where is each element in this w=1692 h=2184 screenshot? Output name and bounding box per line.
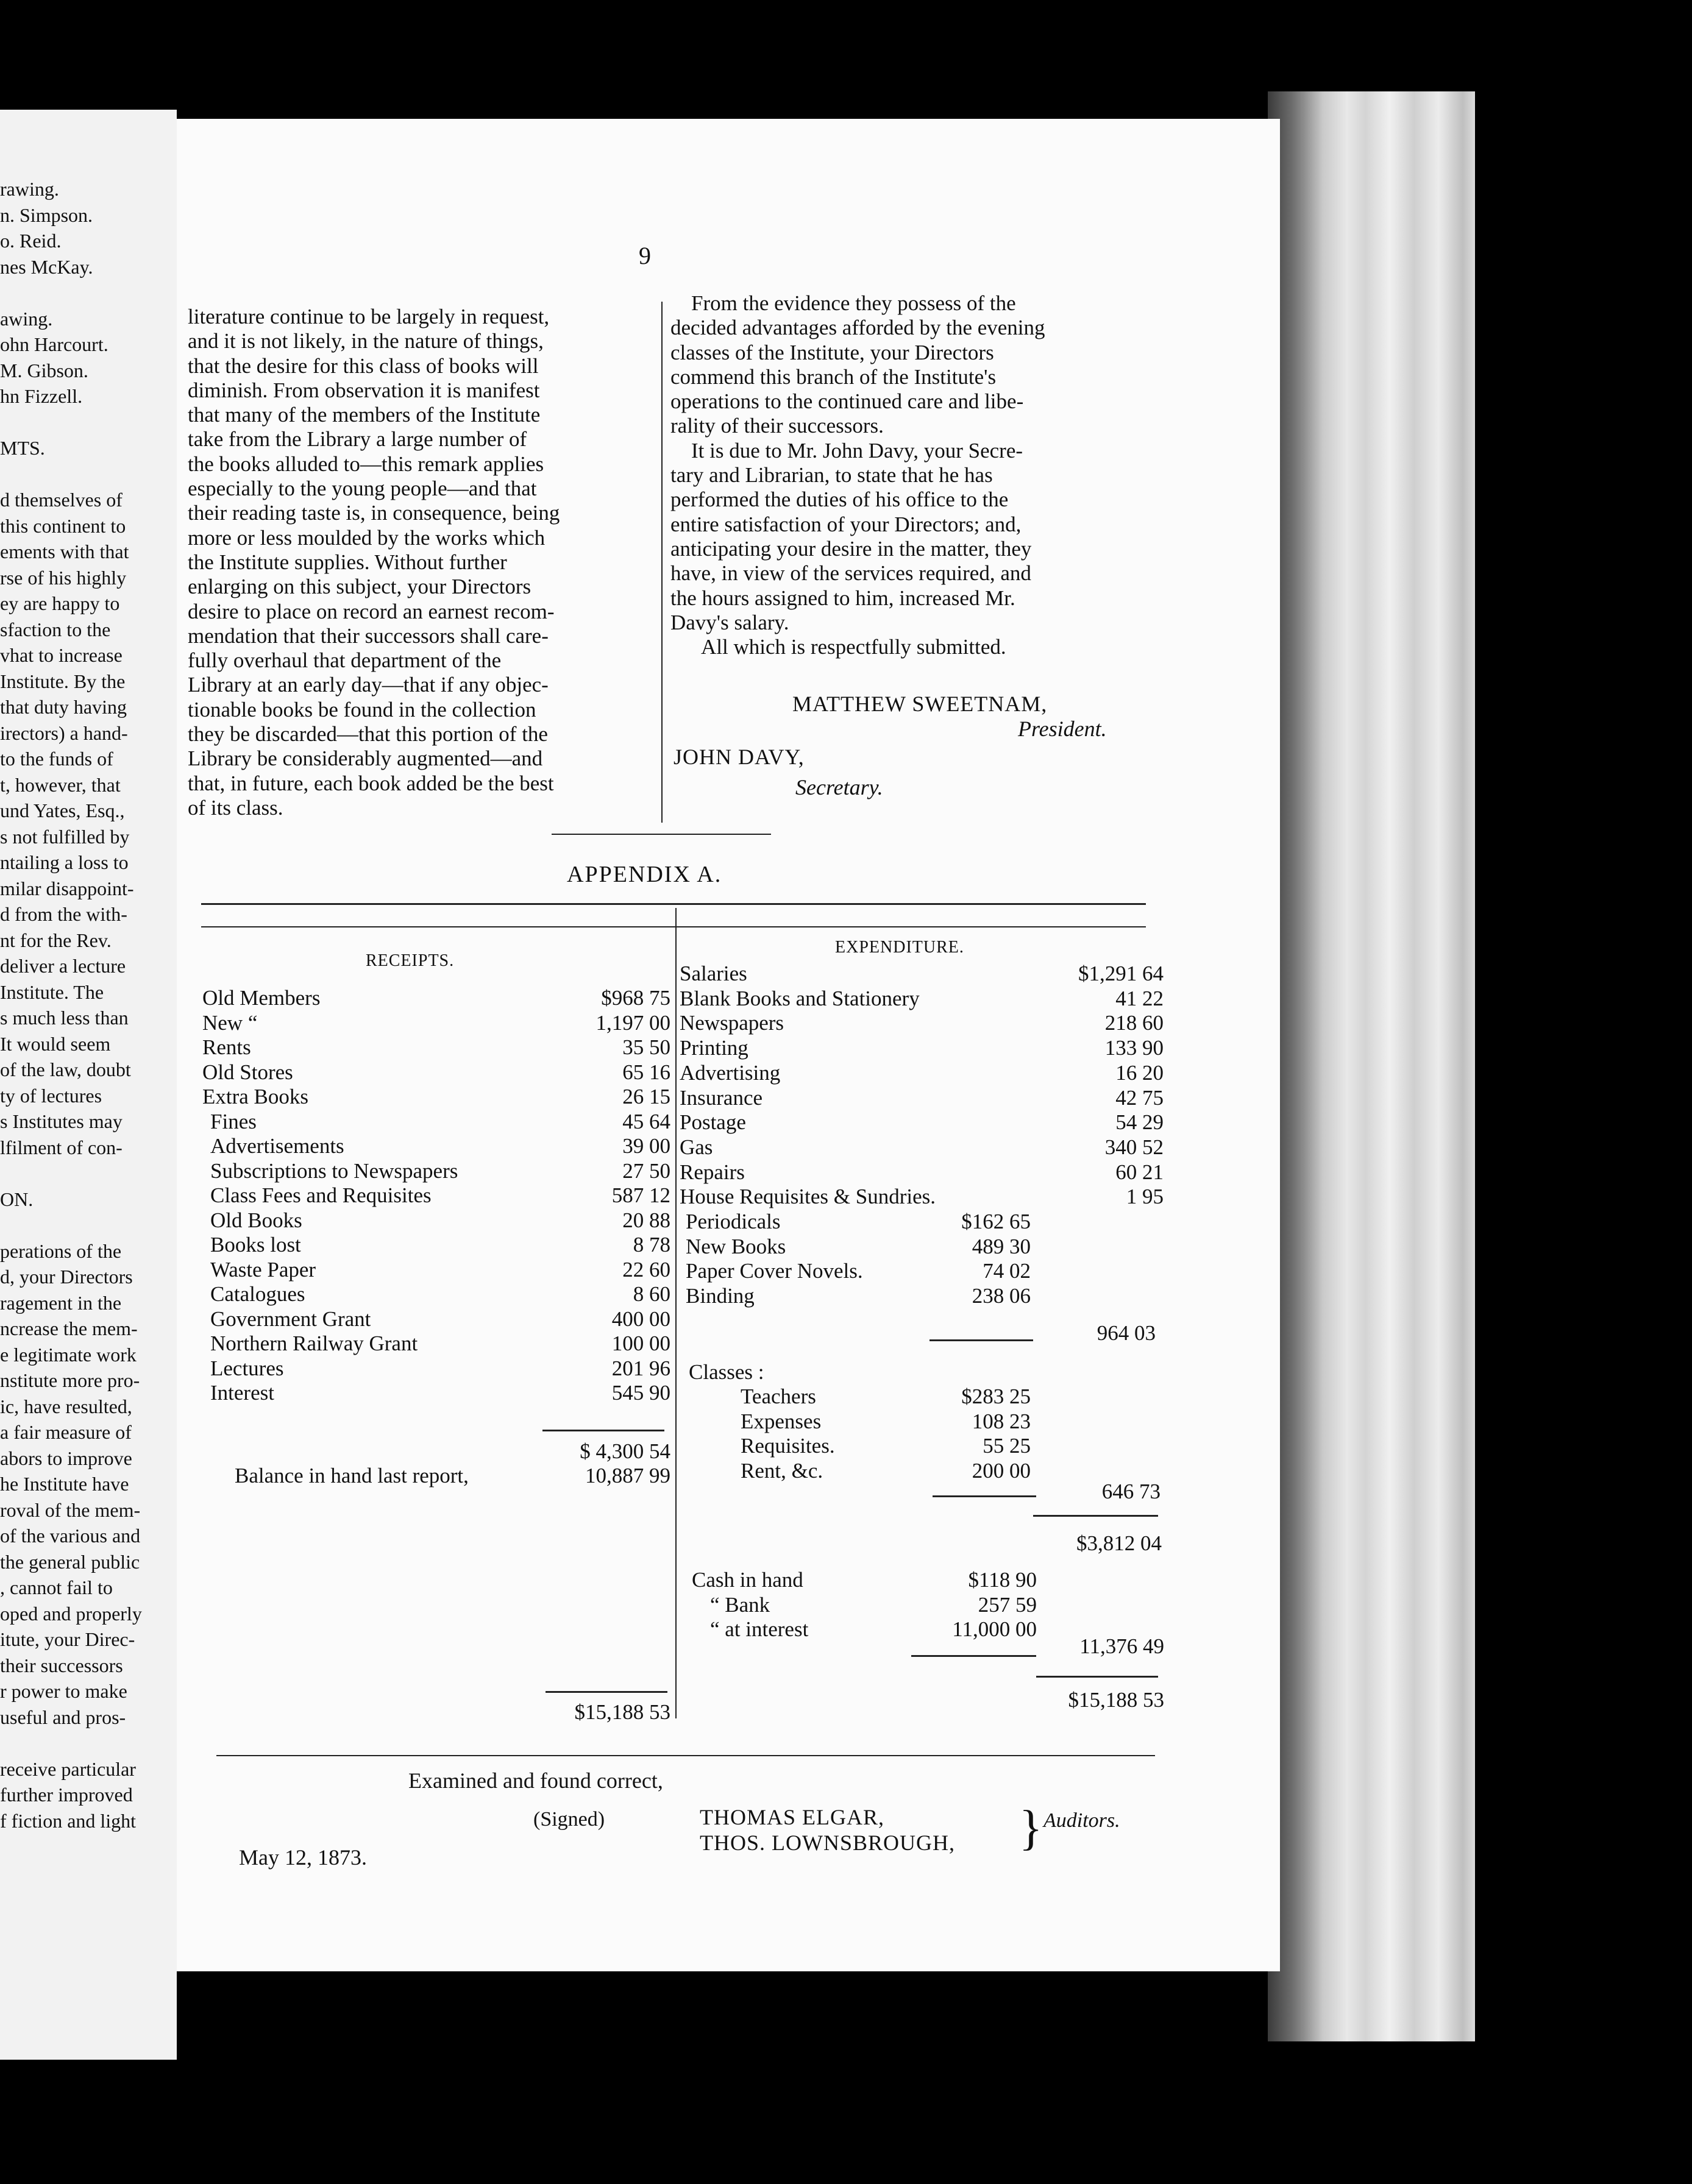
section-rule [552, 834, 771, 835]
auditors-label: Auditors. [1043, 1809, 1120, 1832]
receipt-label: New “ [202, 1010, 258, 1035]
right-column-line: Davy's salary. [670, 610, 789, 634]
left-page-line: he Institute have [0, 1473, 129, 1495]
balance-label: Balance in hand last report, [235, 1464, 469, 1487]
receipt-label: Catalogues [210, 1282, 305, 1306]
right-column-line: operations to the continued care and libe- [670, 389, 1024, 414]
library-item-amount: 489 30 [972, 1234, 1031, 1258]
left-page-line: irectors) a hand- [0, 722, 128, 744]
receipts-heading: RECEIPTS. [366, 951, 455, 970]
left-text-column [188, 305, 560, 820]
receipt-label: Rents [202, 1035, 251, 1059]
left-column-line: especially to the young people—and that [188, 477, 537, 501]
left-page-line: roval of the mem- [0, 1498, 141, 1521]
right-column-line: have, in view of the services required, and [670, 561, 1031, 586]
expenditure-label: Newspapers [680, 1011, 784, 1035]
receipt-label: Books lost [210, 1233, 301, 1257]
left-column-line: Library at an early day—that if any objec- [188, 673, 549, 697]
left-column-line: that many of the members of the Institute [188, 403, 541, 427]
left-page-line: M. Gibson. [0, 359, 88, 381]
library-total: 964 03 [1097, 1321, 1156, 1345]
left-column-line: their reading taste is, in consequence, being [188, 501, 560, 525]
right-column-line: From the evidence they possess of the [691, 291, 1016, 315]
left-page-line: a fair measure of [0, 1421, 132, 1443]
left-page-line: itute, your Direc- [0, 1628, 135, 1650]
right-column-line: entire satisfaction of your Directors; and, [670, 512, 1022, 536]
left-page-line: useful and pros- [0, 1706, 126, 1728]
left-page-line: s Institutes may [0, 1110, 123, 1132]
receipt-label: Old Members [202, 986, 321, 1010]
left-column-line: they be discarded—that this portion of the [188, 722, 548, 746]
left-page-line: lfilment of con- [0, 1136, 123, 1158]
class-item-label: Expenses [741, 1409, 822, 1433]
left-page-line: ty of lectures [0, 1084, 102, 1107]
library-item-amount: 74 02 [983, 1259, 1031, 1283]
library-item-label: Binding [686, 1283, 755, 1308]
date-text: May 12, 1873. [239, 1845, 367, 1870]
table-top-rule [201, 903, 1146, 905]
left-column-line: mendation that their successors shall care- [188, 623, 549, 648]
left-column-line: diminish. From observation it is manifest [188, 378, 540, 402]
left-page-line: ragement in the [0, 1291, 122, 1314]
receipt-amount: 35 50 [622, 1035, 670, 1059]
cash-total: 11,376 49 [1079, 1634, 1164, 1658]
left-page-line: ohn Harcourt. [0, 333, 108, 355]
cash-rule [911, 1655, 1036, 1657]
class-item-amount: 200 00 [972, 1458, 1031, 1483]
book-page-edges [1268, 91, 1475, 2041]
left-page-line: of the law, doubt [0, 1058, 131, 1080]
expenditure-amount: 54 29 [1115, 1110, 1164, 1135]
receipt-amount: 20 88 [622, 1208, 670, 1232]
footer-rule [216, 1755, 1155, 1756]
left-page-line: abors to improve [0, 1447, 132, 1469]
expenditure-total-rule [1036, 1676, 1158, 1678]
receipt-amount: 1,197 00 [595, 1010, 670, 1035]
left-page-line: nstitute more pro- [0, 1369, 140, 1391]
left-column-line: desire to place on record an earnest recom- [188, 599, 555, 623]
left-page-line: perations of the [0, 1239, 122, 1262]
cash-item-label: “ at interest [710, 1617, 809, 1641]
right-column-line: classes of the Institute, your Directors [670, 340, 994, 364]
cash-item-label: “ Bank [710, 1592, 770, 1617]
table-top-rule-2 [201, 926, 1146, 927]
left-page-line: , cannot fail to [0, 1576, 113, 1598]
left-page-line: milar disappoint- [0, 877, 134, 899]
left-page-line: rawing. [0, 178, 59, 200]
expenditure-amount: 16 20 [1115, 1060, 1164, 1085]
left-page-fragment [0, 110, 177, 2060]
receipt-amount: 400 00 [611, 1306, 670, 1331]
receipt-label: Old Books [210, 1208, 302, 1232]
balance-amount: 10,887 99 [585, 1464, 670, 1487]
examined-text: Examined and found correct, [408, 1768, 663, 1793]
receipt-amount: 65 16 [622, 1060, 670, 1084]
left-page-line: d from the with- [0, 903, 127, 925]
receipt-amount: 45 64 [622, 1109, 670, 1133]
secretary-title: Secretary. [795, 775, 883, 800]
left-page-line: of the various and [0, 1525, 141, 1547]
receipt-amount: 8 78 [633, 1233, 670, 1257]
left-column-line: and it is not likely, in the nature of things, [188, 329, 544, 353]
left-page-line: nt for the Rev. [0, 929, 112, 951]
receipt-amount: 8 60 [633, 1282, 670, 1306]
left-column-line: that the desire for this class of books will [188, 353, 539, 378]
left-page-line: the general public [0, 1550, 140, 1573]
receipts-total-rule [546, 1691, 667, 1693]
expenditure-label: Printing [680, 1036, 748, 1060]
expenditure-amount: 218 60 [1104, 1011, 1164, 1035]
class-item-label: Teachers [741, 1384, 816, 1408]
cash-item-amount: 257 59 [978, 1592, 1037, 1617]
classes-rule [933, 1495, 1036, 1497]
expenditure-amount: 60 21 [1115, 1160, 1164, 1184]
classes-label: Classes : [689, 1360, 764, 1384]
left-page-line: to the funds of [0, 748, 113, 770]
receipt-amount: 26 15 [622, 1085, 670, 1108]
page-number: 9 [639, 242, 651, 269]
library-rule [930, 1339, 1033, 1341]
left-page-line: sfaction to the [0, 618, 111, 640]
left-page-line: o. Reid. [0, 230, 62, 252]
receipt-label: Subscriptions to Newspapers [210, 1158, 458, 1183]
expenditure-label: House Requisites & Sundries. [680, 1185, 936, 1209]
receipt-label: Northern Railway Grant [210, 1331, 418, 1355]
class-item-amount: 108 23 [972, 1409, 1031, 1433]
left-column-line: the Institute supplies. Without further [188, 550, 507, 574]
left-page-line: ntailing a loss to [0, 851, 129, 873]
appendix-title: APPENDIX A. [567, 862, 722, 887]
left-page-line: ic, have resulted, [0, 1395, 132, 1417]
left-page-line: awing. [0, 307, 53, 330]
left-column-line: more or less moulded by the works which [188, 525, 546, 550]
receipt-amount: 587 12 [611, 1183, 670, 1207]
left-page-line: d themselves of [0, 489, 123, 511]
right-column-line: All which is respectfully submitted. [701, 635, 1006, 659]
left-page-line: t, however, that [0, 773, 121, 796]
left-page-line: further improved [0, 1784, 133, 1806]
right-column-line: rality of their successors. [670, 414, 884, 438]
receipts-subtotal: $ 4,300 54 [580, 1439, 670, 1463]
library-item-label: Paper Cover Novels. [686, 1259, 863, 1283]
expenditure-label: Advertising [680, 1060, 781, 1085]
expenditure-label: Salaries [680, 962, 747, 985]
right-column-line: performed the duties of his office to the [670, 488, 1009, 512]
left-page-line: hn Fizzell. [0, 385, 83, 407]
library-item-label: New Books [686, 1234, 786, 1258]
left-page-line: ncrease the mem- [0, 1317, 138, 1339]
receipt-label: Lectures [210, 1356, 284, 1380]
expenditure-label: Postage [680, 1110, 746, 1135]
left-page-line: s not fulfilled by [0, 825, 130, 848]
right-column-line: anticipating your desire in the matter, they [670, 536, 1032, 561]
receipt-label: Interest [210, 1381, 274, 1405]
expenditure-label: Repairs [680, 1160, 745, 1184]
receipt-amount: 22 60 [622, 1257, 670, 1282]
expenditure-label: Insurance [680, 1085, 763, 1110]
receipt-label: Extra Books [202, 1085, 309, 1108]
classes-total: 646 73 [1101, 1480, 1161, 1503]
expenditure-amount: 42 75 [1115, 1085, 1164, 1110]
left-page-line: ON. [0, 1188, 34, 1210]
left-page-line: Institute. The [0, 980, 104, 1003]
column-divider [661, 302, 663, 823]
left-column-line: fully overhaul that department of the [188, 648, 502, 673]
receipts-subtotal-rule [542, 1430, 664, 1431]
auditor-1: THOMAS ELGAR, [700, 1805, 885, 1829]
cash-item-label: Cash in hand [692, 1568, 803, 1592]
receipts-total: $15,188 53 [574, 1700, 670, 1724]
cash-item-amount: 11,000 00 [952, 1617, 1037, 1641]
expenditure-amount: 41 22 [1115, 986, 1164, 1010]
left-page-line: d, your Directors [0, 1266, 133, 1288]
expenditure-heading: EXPENDITURE. [835, 938, 964, 957]
secretary-name: JOHN DAVY, [674, 745, 805, 769]
class-item-label: Rent, &c. [741, 1458, 823, 1483]
receipt-amount: 201 96 [611, 1356, 670, 1380]
right-column-line: the hours assigned to him, increased Mr. [670, 586, 1015, 610]
expenditure-total: $15,188 53 [1068, 1688, 1164, 1712]
expenditure-subtotal-rule [1033, 1515, 1158, 1517]
left-page-line: und Yates, Esq., [0, 800, 125, 821]
expenditure-amount: 340 52 [1104, 1135, 1164, 1159]
left-page-line: MTS. [0, 437, 45, 459]
right-column-line: It is due to Mr. John Davy, your Secre- [691, 438, 1023, 463]
left-column-line: take from the Library a large number of [188, 427, 527, 452]
cash-item-amount: $118 90 [968, 1568, 1037, 1592]
right-column-line: commend this branch of the Institute's [670, 364, 997, 389]
left-column-line: Library be considerably augmented—and [188, 746, 543, 771]
brace-glyph: } [1019, 1801, 1043, 1855]
left-page-line: this continent to [0, 514, 126, 537]
left-page-line: their successors [0, 1654, 123, 1676]
receipt-label: Old Stores [202, 1060, 293, 1084]
right-text-column [670, 291, 1045, 659]
expenditure-label: Blank Books and Stationery [680, 986, 920, 1010]
expenditure-subtotal: $3,812 04 [1076, 1531, 1162, 1555]
right-column-line: decided advantages afforded by the evening [670, 316, 1045, 340]
expenditure-amount: 1 95 [1126, 1185, 1164, 1209]
receipt-amount: 39 00 [622, 1134, 670, 1158]
left-page-line: rse of his highly [0, 566, 127, 589]
class-item-amount: $283 25 [961, 1384, 1031, 1408]
signed-text: (Signed) [533, 1808, 605, 1831]
expenditure-label: Gas [680, 1135, 713, 1159]
library-item-label: Periodicals [686, 1210, 781, 1233]
left-page-line: r power to make [0, 1680, 127, 1702]
class-item-amount: 55 25 [983, 1434, 1031, 1458]
receipt-label: Fines [210, 1109, 257, 1133]
receipt-amount: $968 75 [601, 986, 670, 1010]
left-column-line: literature continue to be largely in request, [188, 305, 550, 328]
left-page-line: Institute. By the [0, 670, 126, 692]
receipt-amount: 545 90 [611, 1381, 670, 1405]
left-column-line: the books alluded to—this remark applies [188, 452, 544, 476]
left-page-line: oped and properly [0, 1602, 142, 1625]
receipt-amount: 27 50 [622, 1158, 670, 1183]
left-page-line: nes McKay. [0, 255, 93, 278]
library-item-amount: 238 06 [972, 1283, 1031, 1308]
left-page-line: n. Simpson. [0, 204, 93, 226]
left-page-line: s much less than [0, 1007, 129, 1029]
president-title: President. [1018, 717, 1107, 741]
expenditure-amount: $1,291 64 [1078, 962, 1164, 985]
left-page-line: deliver a lecture [0, 955, 126, 977]
receipt-label: Advertisements [210, 1134, 344, 1158]
left-column-line: of its class. [188, 795, 283, 820]
left-column-line: tionable books be found in the collection [188, 697, 536, 722]
auditor-2: THOS. LOWNSBROUGH, [700, 1831, 956, 1855]
class-item-label: Requisites. [741, 1434, 835, 1458]
left-page-line: f fiction and light [0, 1809, 137, 1832]
table-center-divider [675, 908, 677, 1718]
left-page-line: that duty having [0, 696, 127, 718]
left-page-line: It would seem [0, 1032, 111, 1055]
left-column-line: that, in future, each book added be the best [188, 771, 554, 795]
receipt-label: Waste Paper [210, 1257, 316, 1282]
library-item-amount: $162 65 [961, 1210, 1031, 1233]
left-page-line: ements with that [0, 541, 129, 562]
receipt-label: Class Fees and Requisites [210, 1183, 432, 1207]
left-page-line: e legitimate work [0, 1343, 137, 1366]
left-page-line: vhat to increase [0, 644, 123, 666]
left-page-line: ey are happy to [0, 592, 120, 614]
right-column-line: tary and Librarian, to state that he has [670, 463, 993, 488]
receipt-amount: 100 00 [611, 1331, 670, 1355]
receipt-label: Government Grant [210, 1306, 371, 1331]
expenditure-amount: 133 90 [1104, 1036, 1164, 1060]
president-name: MATTHEW SWEETNAM, [792, 692, 1048, 716]
left-column-line: enlarging on this subject, your Directors [188, 575, 531, 599]
left-page-line: receive particular [0, 1757, 136, 1780]
